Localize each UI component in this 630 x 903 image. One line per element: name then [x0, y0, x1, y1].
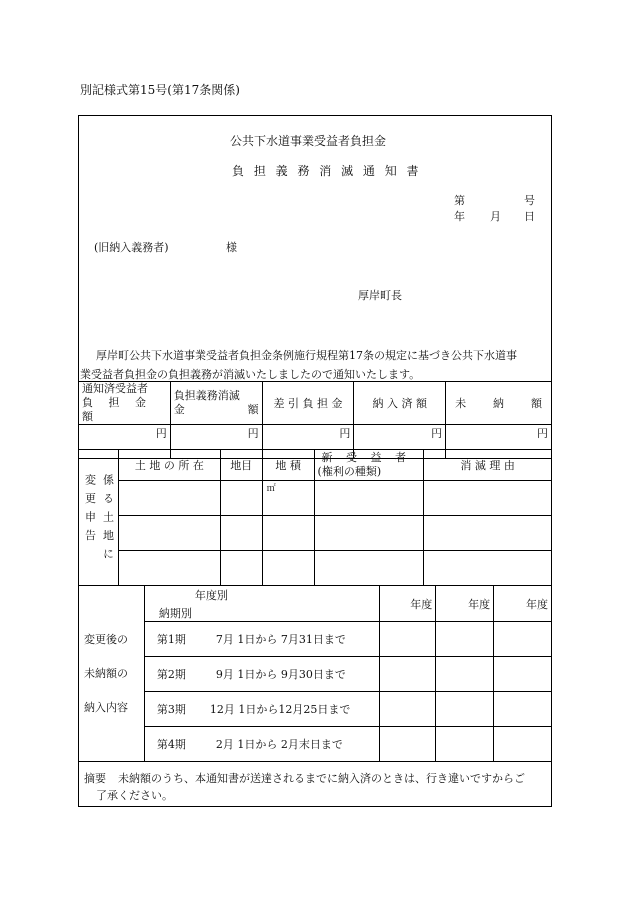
installment-table — [78, 585, 552, 762]
header-year-2: 年度 — [436, 586, 494, 622]
period-3-year-1 — [380, 692, 436, 727]
period-row-4: 第4期 2月 1日から 2月末日まで — [144, 727, 379, 762]
form-title-line2: 負 担 義 務 消 滅 通 知 書 — [232, 164, 422, 178]
header-new-beneficiary: 新 受 益 者 (権利の種類) — [314, 450, 424, 481]
period-3-year-2 — [436, 692, 494, 727]
land-area-cell — [262, 516, 314, 551]
amount-table — [78, 381, 552, 459]
header-year-1: 年度 — [380, 586, 436, 622]
period-4-year-1 — [380, 727, 436, 762]
header-year-period: 年度別 納期別 — [144, 586, 379, 622]
land-table — [78, 449, 552, 586]
reason-cell — [424, 516, 552, 551]
new-beneficiary-cell — [314, 551, 424, 586]
installment-side-label: 変更後の 未納額の 納入内容 — [79, 586, 145, 762]
doc-number-prefix: 第 — [454, 194, 465, 207]
header-extinction-reason: 消 滅 理 由 — [424, 450, 552, 481]
form-title-line1: 公共下水道事業受益者負担金 — [230, 134, 387, 148]
period-2-year-1 — [380, 657, 436, 692]
period-2-year-2 — [436, 657, 494, 692]
reason-cell — [424, 481, 552, 516]
note-text-line2: 了承ください。 — [96, 789, 173, 802]
yen-cell-5: 円 — [446, 425, 552, 459]
header-year-3: 年度 — [494, 586, 552, 622]
period-1-year-3 — [494, 622, 552, 657]
recipient-label: (旧納入義務者) — [94, 241, 169, 254]
land-category-cell — [220, 481, 262, 516]
new-beneficiary-cell — [314, 481, 424, 516]
honorific: 様 — [226, 241, 237, 254]
issuer: 厚岸町長 — [358, 289, 402, 302]
header-net-charge: 差 引 負 担 金 — [262, 382, 354, 425]
period-row-1: 第1期 7月 1日から 7月31日まで — [144, 622, 379, 657]
period-row-2: 第2期 9月 1日から 9月30日まで — [144, 657, 379, 692]
period-1-year-2 — [436, 622, 494, 657]
body-text-line1: 厚岸町公共下水道事業受益者負担金条例施行規程第17条の規定に基づき公共下水道事 — [96, 349, 517, 362]
yen-cell-1: 円 — [79, 425, 171, 459]
period-4-year-3 — [494, 727, 552, 762]
note-label: 摘要 — [84, 772, 106, 785]
land-location-cell — [118, 516, 220, 551]
land-location-cell — [118, 551, 220, 586]
land-area-unit: ㎡ — [262, 481, 314, 516]
period-3-year-3 — [494, 692, 552, 727]
body-text-line2: 業受益者負担金の負担義務が消滅いたしましたので通知いたします。 — [80, 368, 421, 381]
period-4-year-2 — [436, 727, 494, 762]
land-area-cell — [262, 551, 314, 586]
land-category-cell — [220, 551, 262, 586]
yen-cell-2: 円 — [170, 425, 262, 459]
header-notified-amount: 通知済受益者 負 担 金 額 — [79, 382, 171, 425]
note-text-line1: 未納額のうち、本通知書が送達されるまでに納入済のときは、行き違いですからご — [118, 772, 525, 785]
period-row-3: 第3期 12月 1日から12月25日まで — [144, 692, 379, 727]
form-number: 別記様式第15号(第17条関係) — [80, 83, 240, 97]
header-land-location: 土 地 の 所 在 — [118, 450, 220, 481]
period-2-year-3 — [494, 657, 552, 692]
header-paid-amount: 納 入 済 額 — [354, 382, 446, 425]
header-land-area: 地 積 — [262, 450, 314, 481]
reason-cell — [424, 551, 552, 586]
yen-cell-4: 円 — [354, 425, 446, 459]
land-category-cell — [220, 516, 262, 551]
land-location-cell — [118, 481, 220, 516]
date-year-label: 年 — [454, 210, 465, 223]
period-1-year-1 — [380, 622, 436, 657]
header-extinguished-amount: 負担義務消滅 金 額 — [170, 382, 262, 425]
date-month-label: 月 — [490, 210, 501, 223]
new-beneficiary-cell — [314, 516, 424, 551]
land-side-label: 係 る 土 地 に 変 更 申 告 — [79, 450, 119, 586]
header-unpaid-amount: 未 納 額 — [446, 382, 552, 425]
doc-number-suffix: 号 — [524, 194, 535, 207]
date-day-label: 日 — [524, 210, 535, 223]
header-land-category: 地目 — [220, 450, 262, 481]
yen-cell-3: 円 — [262, 425, 354, 459]
